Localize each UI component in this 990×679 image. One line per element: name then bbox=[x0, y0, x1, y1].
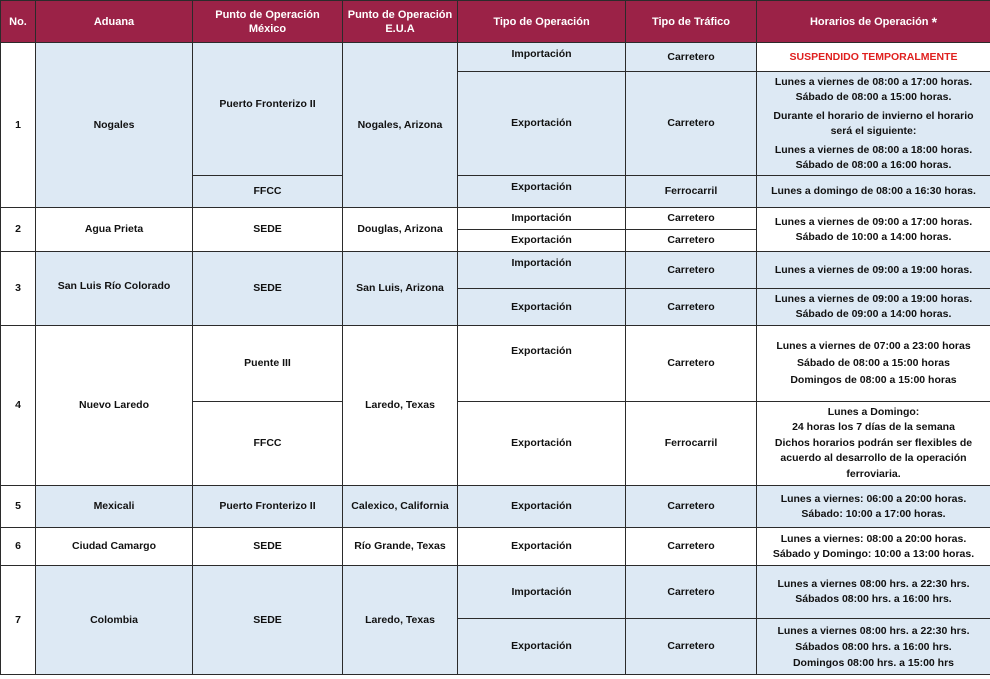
header-horarios: Horarios de Operación * bbox=[757, 1, 990, 43]
table-row bbox=[1, 566, 990, 619]
cell-horario: Lunes a viernes de 09:00 a 17:00 horas. Sábado de 10:00 a 14:00 horas. bbox=[757, 208, 990, 252]
cell-no: 3 bbox=[1, 252, 36, 326]
cell-tipo-trafico: Carretero bbox=[626, 208, 757, 230]
cell-tipo-trafico: Carretero bbox=[626, 566, 757, 619]
cell-aduana: Nuevo Laredo bbox=[36, 326, 193, 486]
table-row bbox=[1, 528, 990, 566]
cell-punto-eua: Laredo, Texas bbox=[343, 566, 458, 675]
header-punto-mexico: Punto de Operación México bbox=[193, 1, 343, 43]
cell-aduana: Nogales bbox=[36, 43, 193, 208]
cell-punto-eua: Río Grande, Texas bbox=[343, 528, 458, 566]
cell-aduana: Mexicali bbox=[36, 486, 193, 528]
cell-horario: Lunes a viernes 08:00 hrs. a 22:30 hrs. Sábados 08:00 hrs. a 16:00 hrs. Domingos 08:00 hrs. a 15:00 hrs bbox=[757, 619, 990, 675]
header-tipo-operacion: Tipo de Operación bbox=[458, 1, 626, 43]
asterisk-mark: * bbox=[931, 13, 938, 30]
cell-tipo-operacion: Exportación bbox=[458, 72, 626, 176]
cell-horario: Lunes a viernes de 08:00 a 17:00 horas. Sábado de 08:00 a 15:00 horas. Durante el horario de invierno el horario será el siguiente: Lunes a viernes de 08:00 a 18:00 horas. Sábado de 08:00 a 16:00 horas. bbox=[757, 72, 990, 176]
cell-tipo-trafico: Carretero bbox=[626, 72, 757, 176]
cell-horario: Lunes a viernes de 09:00 a 19:00 horas. bbox=[757, 252, 990, 289]
cell-tipo-operacion: Importación bbox=[458, 208, 626, 230]
cell-punto-mexico: FFCC bbox=[193, 402, 343, 486]
cell-tipo-operacion: Exportación bbox=[458, 619, 626, 675]
cell-tipo-trafico: Carretero bbox=[626, 326, 757, 402]
cell-punto-eua: Nogales, Arizona bbox=[343, 43, 458, 208]
cell-punto-mexico: SEDE bbox=[193, 566, 343, 675]
cell-tipo-operacion: Exportación bbox=[458, 486, 626, 528]
cell-horario: Lunes a domingo de 08:00 a 16:30 horas. bbox=[757, 176, 990, 208]
cell-horario: Lunes a viernes de 09:00 a 19:00 horas. Sábado de 09:00 a 14:00 horas. bbox=[757, 289, 990, 326]
cell-tipo-trafico: Ferrocarril bbox=[626, 402, 757, 486]
cell-aduana: Agua Prieta bbox=[36, 208, 193, 252]
cell-tipo-operacion: Exportación bbox=[458, 402, 626, 486]
cell-tipo-trafico: Carretero bbox=[626, 289, 757, 326]
cell-tipo-operacion: Exportación bbox=[458, 528, 626, 566]
cell-punto-eua: Laredo, Texas bbox=[343, 326, 458, 486]
cell-horario: Lunes a Domingo: 24 horas los 7 días de la semana Dichos horarios podrán ser flexibles de acuerdo al desarrollo de la operación ferroviaria. bbox=[757, 402, 990, 486]
cell-punto-eua: Calexico, California bbox=[343, 486, 458, 528]
cell-tipo-trafico: Carretero bbox=[626, 43, 757, 72]
cell-punto-mexico: SEDE bbox=[193, 208, 343, 252]
header-aduana: Aduana bbox=[36, 1, 193, 43]
cell-aduana: San Luis Río Colorado bbox=[36, 252, 193, 326]
table-row bbox=[1, 252, 990, 289]
cell-tipo-operacion: Importación bbox=[458, 252, 626, 289]
cell-no: 4 bbox=[1, 326, 36, 486]
cell-tipo-operacion: Importación bbox=[458, 566, 626, 619]
cell-horario: Lunes a viernes 08:00 hrs. a 22:30 hrs. Sábados 08:00 hrs. a 16:00 hrs. bbox=[757, 566, 990, 619]
cell-horario: Lunes a viernes: 06:00 a 20:00 horas. Sábado: 10:00 a 17:00 horas. bbox=[757, 486, 990, 528]
cell-tipo-operacion: Exportación bbox=[458, 289, 626, 326]
table-row bbox=[1, 326, 990, 402]
cell-aduana: Colombia bbox=[36, 566, 193, 675]
cell-no: 2 bbox=[1, 208, 36, 252]
cell-aduana: Ciudad Camargo bbox=[36, 528, 193, 566]
table-row bbox=[1, 486, 990, 528]
cell-tipo-trafico: Carretero bbox=[626, 252, 757, 289]
cell-tipo-trafico: Carretero bbox=[626, 528, 757, 566]
header-tipo-trafico: Tipo de Tráfico bbox=[626, 1, 757, 43]
cell-horario: Lunes a viernes: 08:00 a 20:00 horas. Sábado y Domingo: 10:00 a 13:00 horas. bbox=[757, 528, 990, 566]
cell-punto-mexico: Puente III bbox=[193, 326, 343, 402]
table-row bbox=[1, 43, 990, 72]
header-no: No. bbox=[1, 1, 36, 43]
cell-tipo-operacion: Exportación bbox=[458, 326, 626, 402]
cell-tipo-trafico: Ferrocarril bbox=[626, 176, 757, 208]
cell-no: 6 bbox=[1, 528, 36, 566]
cell-punto-mexico: SEDE bbox=[193, 528, 343, 566]
cell-tipo-operacion: Importación bbox=[458, 43, 626, 72]
cell-punto-mexico: Puerto Fronterizo II bbox=[193, 43, 343, 176]
cell-punto-eua: Douglas, Arizona bbox=[343, 208, 458, 252]
cell-tipo-trafico: Carretero bbox=[626, 486, 757, 528]
cell-tipo-operacion: Exportación bbox=[458, 176, 626, 208]
cell-tipo-trafico: Carretero bbox=[626, 230, 757, 252]
cell-no: 7 bbox=[1, 566, 36, 675]
cell-no: 5 bbox=[1, 486, 36, 528]
header-punto-eua: Punto de Operación E.U.A bbox=[343, 1, 458, 43]
header-row bbox=[1, 1, 990, 43]
cell-punto-mexico: SEDE bbox=[193, 252, 343, 326]
table-row bbox=[1, 208, 990, 230]
cell-punto-eua: San Luis, Arizona bbox=[343, 252, 458, 326]
cell-horario-suspendido: SUSPENDIDO TEMPORALMENTE bbox=[757, 43, 990, 72]
cell-punto-mexico: Puerto Fronterizo II bbox=[193, 486, 343, 528]
cell-punto-mexico: FFCC bbox=[193, 176, 343, 208]
cell-no: 1 bbox=[1, 43, 36, 208]
cell-tipo-operacion: Exportación bbox=[458, 230, 626, 252]
cell-horario: Lunes a viernes de 07:00 a 23:00 horas Sábado de 08:00 a 15:00 horas Domingos de 08:00 a 15:00 horas bbox=[757, 326, 990, 402]
cell-tipo-trafico: Carretero bbox=[626, 619, 757, 675]
